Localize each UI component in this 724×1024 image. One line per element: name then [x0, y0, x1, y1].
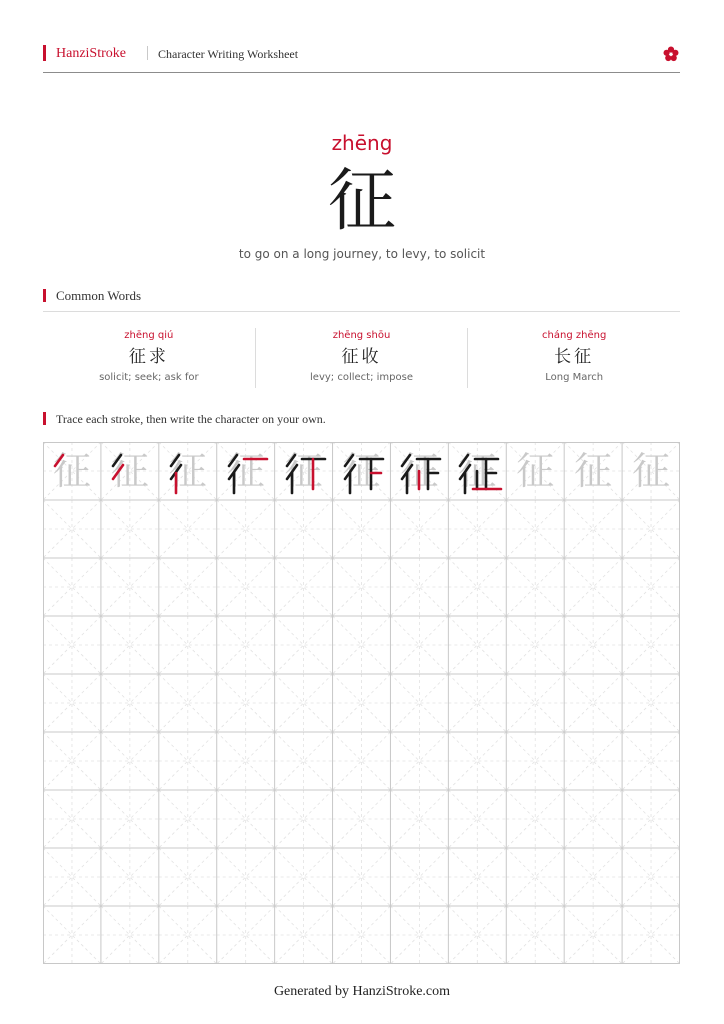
completed-stroke — [460, 455, 468, 466]
completed-stroke — [345, 455, 353, 466]
header-divider — [147, 46, 148, 60]
trace-cell[interactable] — [159, 442, 217, 500]
trace-cell[interactable] — [390, 442, 448, 500]
trace-cell[interactable] — [333, 442, 391, 500]
trace-cell[interactable] — [506, 442, 564, 500]
trace-ghost-character: 征 — [516, 449, 555, 493]
word-characters: 征求 — [128, 347, 169, 367]
completed-stroke — [402, 455, 410, 466]
trace-ghost-character: 征 — [574, 449, 613, 493]
character-pinyin: zhēng — [331, 131, 393, 155]
trace-ghost-character: 征 — [226, 449, 265, 493]
section-accent-bar — [43, 289, 46, 302]
section-rule — [43, 311, 680, 312]
stroke-order-strokes — [43, 442, 101, 500]
word-pinyin: zhēng shōu — [332, 330, 391, 341]
stroke-order-strokes — [448, 442, 506, 500]
trace-row — [43, 442, 680, 500]
trace-cell[interactable] — [101, 442, 159, 500]
trace-cell[interactable] — [448, 442, 506, 500]
stroke-order-strokes — [390, 442, 448, 500]
word-pinyin: zhēng qiú — [124, 330, 174, 341]
word-card — [467, 328, 680, 388]
trace-cell[interactable] — [564, 442, 622, 500]
worksheet-subtitle: Character Writing Worksheet — [158, 47, 299, 61]
common-words-list — [43, 328, 680, 388]
word-characters: 征收 — [341, 347, 382, 367]
header-accent-bar — [43, 45, 46, 61]
word-card — [255, 328, 468, 388]
character-meaning: to go on a long journey, to levy, to solicit — [238, 247, 486, 261]
word-characters: 长征 — [554, 347, 595, 367]
stroke-order-strokes — [159, 442, 217, 500]
current-stroke — [113, 465, 123, 479]
completed-stroke — [229, 455, 237, 466]
completed-stroke — [171, 455, 179, 466]
trace-ghost-character: 征 — [52, 449, 91, 493]
grid-lines — [43, 442, 680, 964]
cell-guides — [43, 442, 680, 964]
footer-credit: Generated by HanziStroke.com — [273, 984, 451, 999]
trace-cell[interactable] — [622, 442, 680, 500]
brand-name[interactable]: HanziStroke — [56, 46, 126, 61]
trace-ghost-character: 征 — [168, 449, 207, 493]
completed-stroke — [113, 455, 121, 466]
trace-ghost-character: 征 — [458, 449, 497, 493]
trace-cell[interactable] — [43, 442, 101, 500]
trace-cell[interactable] — [275, 442, 333, 500]
word-meaning: solicit; seek; ask for — [99, 372, 199, 383]
trace-ghost-character: 征 — [400, 449, 439, 493]
plum-blossom-icon — [662, 45, 680, 63]
trace-ghost-character: 征 — [342, 449, 381, 493]
word-meaning: levy; collect; impose — [310, 372, 413, 383]
current-stroke — [55, 455, 63, 466]
word-pinyin: cháng zhēng — [542, 330, 607, 341]
section-accent-bar — [43, 412, 46, 425]
header-rule — [43, 72, 680, 73]
trace-ghost-character: 征 — [632, 449, 671, 493]
practice-instruction-text: Trace each stroke, then write the character on your own. — [56, 412, 326, 426]
trace-ghost-character: 征 — [284, 449, 323, 493]
word-card — [43, 328, 255, 388]
completed-stroke — [287, 455, 295, 466]
stroke-order-strokes — [217, 442, 275, 500]
stroke-order-strokes — [333, 442, 391, 500]
trace-cell[interactable] — [217, 442, 275, 500]
word-meaning: Long March — [545, 372, 604, 383]
header — [43, 45, 680, 63]
trace-ghost-character: 征 — [110, 449, 149, 493]
practice-grid[interactable] — [43, 442, 680, 964]
common-words-title: Common Words — [56, 288, 142, 303]
stroke-order-strokes — [275, 442, 333, 500]
stroke-order-strokes — [101, 442, 159, 500]
main-character: 征 — [327, 162, 396, 241]
